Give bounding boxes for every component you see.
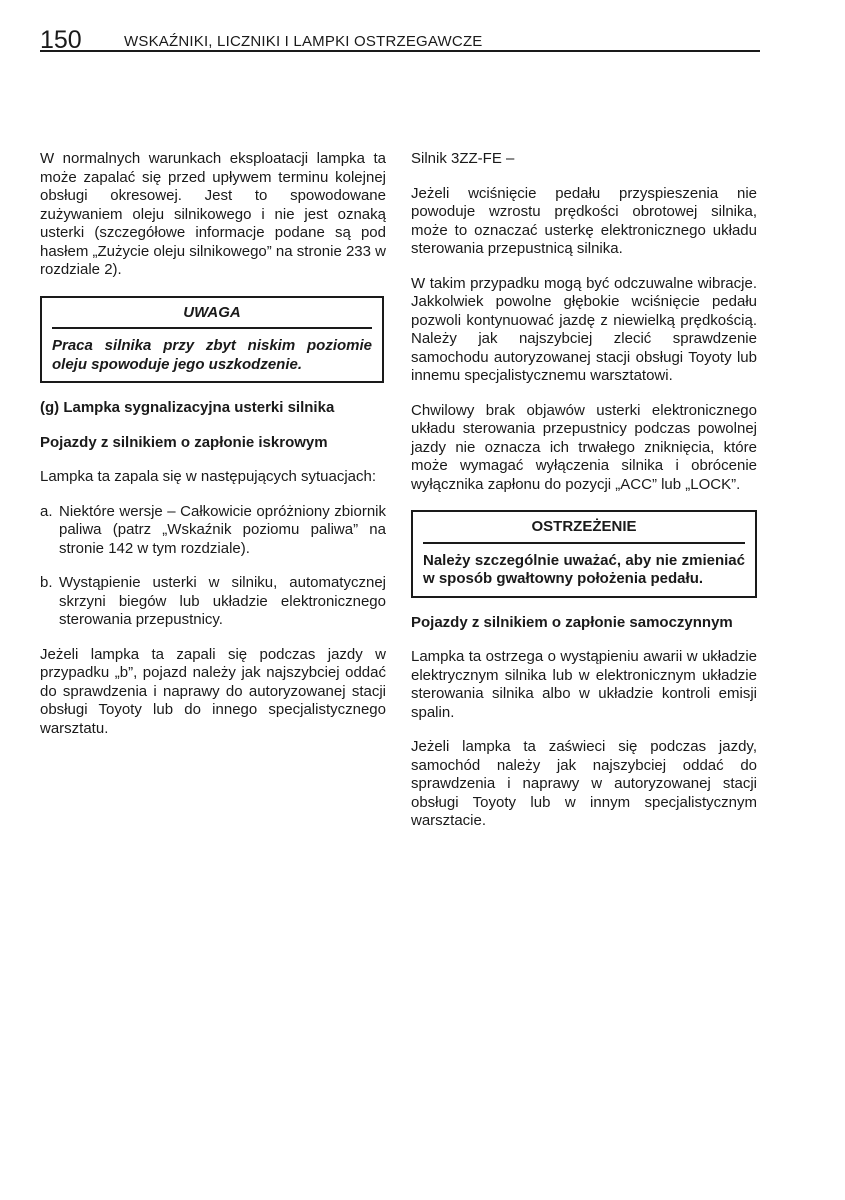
warning-box-body: Należy szczególnie uważać, aby nie zmieniać w sposób gwałtowny położenia pedału. — [423, 551, 745, 587]
list-marker: b. — [40, 574, 53, 591]
list-item — [40, 503, 386, 559]
subheading-compression-ignition: Pojazdy z silnikiem o zapłonie samoczynnym — [411, 613, 733, 631]
list-marker: a. — [40, 502, 53, 520]
closing-paragraph: Jeżeli lampka ta zapali się podczas jazdy w przypadku „b”, pojazd należy jak najszybciej oddać do sprawdzenia i naprawy do autoryzowanej stacji obsługi Toyoty lub do innego specjalistycznego warsztatu. — [40, 645, 386, 737]
list-text: Wystąpienie usterki w silniku, automatycznej skrzyni biegów lub układzie elektronicznego sterowania przepustnicy. — [59, 574, 386, 628]
situations-intro: Lampka ta zapala się w następujących sytuacjach: — [40, 468, 377, 485]
caution-box-title: UWAGA — [52, 304, 372, 330]
caution-box — [40, 296, 384, 384]
list-text: Niektóre wersje – Całkowicie opróżniony zbiornik paliwa (patrz „Wskaźnik poziomu paliwa” na stronie 142 w tym rozdziale). — [59, 502, 386, 557]
paragraph: Jeżeli wciśnięcie pedału przyspieszenia nie powoduje wzrostu prędkości obrotowej silnika, może to oznaczać usterkę elektronicznego układu sterowania przepustnicą silnika. — [411, 184, 757, 257]
right-column — [411, 150, 757, 831]
engine-label: Silnik 3ZZ-FE – — [411, 150, 515, 167]
left-column — [40, 150, 386, 738]
list-item — [40, 574, 386, 630]
running-title: WSKAŹNIKI, LICZNIKI I LAMPKI OSTRZEGAWCZE — [124, 33, 483, 50]
paragraph: Lampka ta ostrzega o wystąpieniu awarii w układzie elektrycznym silnika lub w elektronicznym układzie sterowania silnika albo w układzie kontroli emisji spalin. — [411, 648, 757, 721]
paragraph: Jeżeli lampka ta zaświeci się podczas jazdy, samochód należy jak najszybciej oddać do sprawdzenia i naprawy w autoryzowanej stacji obsługi Toyoty lub w innym specjalistycznym warsztacie. — [411, 738, 757, 829]
subheading-spark-ignition: Pojazdy z silnikiem o zapłonie iskrowym — [40, 433, 328, 451]
header-rule — [40, 50, 760, 52]
paragraph: Chwilowy brak objawów usterki elektronicznego układu sterowania przepustnicy podczas powolnej jazdy nie oznacza ich trwałego zniknięcia, które może wymagać wyłączenia silnika i obrócenie wyłącznika zapłonu do pozycji „ACC” lub „LOCK”. — [411, 401, 757, 493]
caution-box-body: Praca silnika przy zbyt niskim poziomie oleju spowoduje jego uszkodzenie. — [52, 337, 372, 373]
warning-box-title: OSTRZEŻENIE — [423, 518, 745, 544]
intro-paragraph: W normalnych warunkach eksploatacji lampka ta może zapalać się przed upływem terminu kolejnej obsługi okresowej. Jest to spowodowane zużywaniem oleju silnikowego i nie jest oznaką usterki (szczegółowe informacje podane są pod hasłem „Zużycie oleju silnikowego” na stronie 233 w rozdziale 2). — [40, 150, 386, 278]
warning-box — [411, 510, 757, 598]
paragraph: W takim przypadku mogą być odczuwalne wibracje. Jakkolwiek powolne głębokie wciśnięcie pedału pozwoli kontynuować jazdę z niewielką prędkością. Należy jak najszybciej zlecić sprawdzenie samochodu autoryzowanej stacji obsługi Toyoty lub innemu specjalistycznemu warsztatowi. — [411, 274, 757, 384]
page-number: 150 — [40, 26, 82, 54]
section-heading: (g) Lampka sygnalizacyjna usterki silnika — [40, 399, 335, 416]
